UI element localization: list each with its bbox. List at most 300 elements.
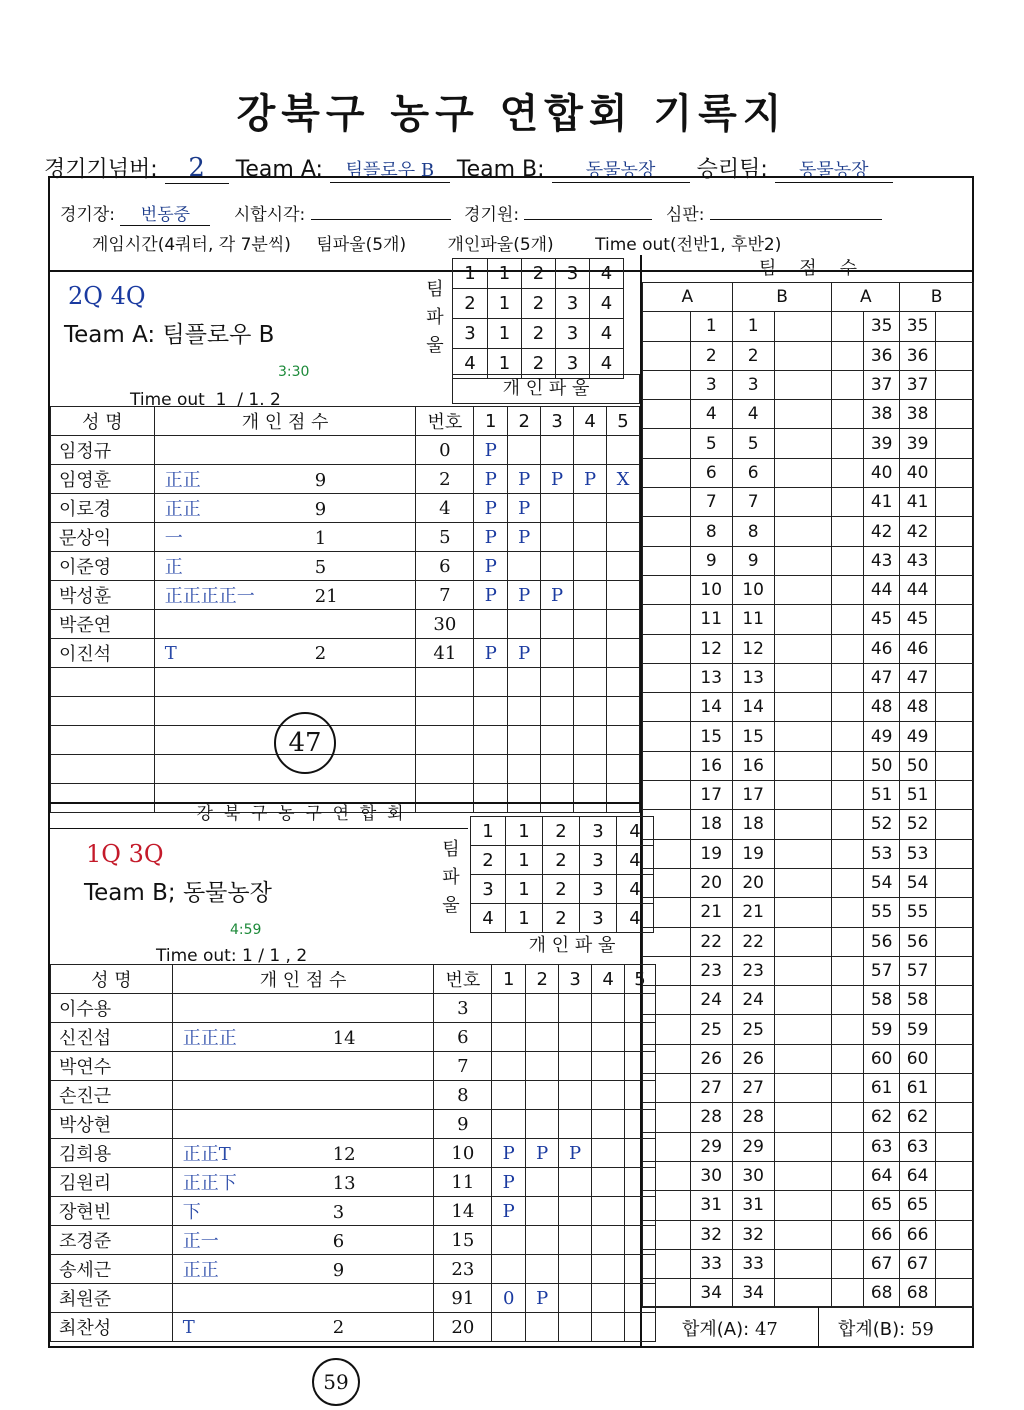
player-name: 조경준: [51, 1226, 173, 1255]
team-foul-cell: 4: [617, 875, 654, 904]
score-cell: [643, 575, 691, 604]
score-cell: [832, 575, 864, 604]
player-number: 15: [434, 1226, 492, 1255]
score-cell: 35: [900, 312, 936, 341]
points-value: 13: [332, 1173, 356, 1194]
score-row: [643, 312, 974, 341]
score-row: [643, 693, 974, 722]
score-cell: [774, 1132, 832, 1161]
team-foul-cell: 2: [522, 289, 556, 319]
personal-foul-cell: [607, 581, 640, 610]
score-cell: 52: [900, 810, 936, 839]
score-row: [643, 1103, 974, 1132]
score-cell: [643, 605, 691, 634]
score-cell: [832, 927, 864, 956]
score-cell: 12: [690, 634, 732, 663]
player-points: [154, 581, 416, 610]
personal-foul-cell: [574, 494, 607, 523]
score-cell: 32: [690, 1220, 732, 1249]
personal-foul-cell: [541, 494, 574, 523]
start-label: 시합시각:: [233, 205, 306, 225]
team-foul-cell: 1: [488, 289, 522, 319]
team-foul-cell: 2: [471, 846, 506, 875]
score-cell: 29: [732, 1132, 774, 1161]
points-value: 6: [332, 1231, 345, 1252]
score-cell: [936, 927, 974, 956]
score-cell: [774, 1279, 832, 1308]
score-row: [643, 575, 974, 604]
score-cell: [936, 868, 974, 897]
score-row: [643, 1220, 974, 1249]
score-cell: 17: [732, 781, 774, 810]
player-points: [172, 1081, 434, 1110]
score-cell: [774, 488, 832, 517]
player-row: [51, 697, 640, 726]
player-name: 최찬성: [51, 1313, 173, 1342]
personal-foul-cell: [526, 1255, 559, 1284]
personal-foul-cell: [492, 1081, 526, 1110]
team-foul-cell: 3: [580, 875, 617, 904]
score-cell: [643, 839, 691, 868]
team-foul-cell: 1: [506, 875, 543, 904]
personal-foul-cell: [559, 1226, 592, 1255]
points-tally: 正正: [164, 470, 201, 491]
score-cell: [774, 400, 832, 429]
player-name: 박준연: [51, 610, 155, 639]
score-cell: 53: [864, 839, 900, 868]
player-name: 임영훈: [51, 465, 155, 494]
personal-foul-cell: P: [526, 1284, 559, 1313]
score-cell: [774, 370, 832, 399]
player-points: [172, 1023, 434, 1052]
player-row: [51, 1226, 656, 1255]
personal-foul-cell: [574, 726, 607, 755]
team-foul-row: [471, 904, 654, 933]
personal-foul-cell: [574, 610, 607, 639]
score-cell: 67: [864, 1249, 900, 1278]
personal-foul-cell: P: [508, 523, 541, 552]
score-cell: [936, 1161, 974, 1190]
personal-foul-cell: [592, 1168, 625, 1197]
score-cell: 36: [864, 341, 900, 370]
score-cell: [936, 986, 974, 1015]
personal-foul-cell: [574, 755, 607, 784]
player-number: [416, 755, 474, 784]
score-cell: 48: [900, 693, 936, 722]
score-cell: 25: [732, 1015, 774, 1044]
personal-foul-cell: [474, 668, 508, 697]
start-value: [311, 219, 451, 220]
score-cell: [832, 1015, 864, 1044]
score-table: [642, 282, 974, 1308]
points-value: 5: [314, 557, 327, 578]
rule-timeout: Time out(전반1, 후반2): [595, 235, 782, 255]
score-title: 팀 점 수: [642, 256, 974, 283]
player-points: [154, 494, 416, 523]
score-cell: 29: [690, 1132, 732, 1161]
score-cell: [643, 1015, 691, 1044]
score-cell: 57: [864, 956, 900, 985]
score-cell: 3: [690, 370, 732, 399]
personal-foul-cell: [559, 1110, 592, 1139]
score-cell: [774, 898, 832, 927]
score-cell: 32: [732, 1220, 774, 1249]
personal-foul-cell: [607, 639, 640, 668]
personal-foul-cell: P: [508, 639, 541, 668]
player-name: [51, 755, 155, 784]
score-cell: 6: [732, 458, 774, 487]
player-points: [172, 1110, 434, 1139]
player-number: 5: [416, 523, 474, 552]
personal-foul-cell: [526, 994, 559, 1023]
personal-foul-cell: [508, 697, 541, 726]
team-a-total-circle: 47: [274, 712, 336, 774]
personal-foul-cell: [607, 697, 640, 726]
score-row: [643, 1161, 974, 1190]
score-cell: 14: [732, 693, 774, 722]
score-cell: [774, 517, 832, 546]
personal-foul-cell: [592, 1139, 625, 1168]
personal-foul-cell: P: [559, 1139, 592, 1168]
personal-foul-cell: [607, 610, 640, 639]
score-row: [643, 1249, 974, 1278]
personal-foul-cell: [474, 610, 508, 639]
team-foul-cell: 1: [506, 846, 543, 875]
score-cell: 34: [690, 1279, 732, 1308]
score-cell: 45: [864, 605, 900, 634]
total-divider: [818, 1307, 819, 1347]
col-foul-5: 5: [625, 965, 656, 994]
score-cell: [774, 956, 832, 985]
points-tally: 正正正: [182, 1028, 237, 1049]
personal-foul-cell: [574, 784, 607, 813]
score-cell: 39: [864, 429, 900, 458]
score-cell: 55: [900, 898, 936, 927]
total-b-value: 59: [910, 1319, 934, 1340]
score-cell: [832, 1220, 864, 1249]
personal-foul-cell: [526, 1197, 559, 1226]
personal-foul-cell: [607, 668, 640, 697]
score-cell: [643, 986, 691, 1015]
score-cell: [774, 751, 832, 780]
personal-foul-cell: [492, 1110, 526, 1139]
score-row: [643, 517, 974, 546]
team-foul-cell: 4: [617, 817, 654, 846]
score-cell: [643, 370, 691, 399]
personal-foul-cell: P: [526, 1139, 559, 1168]
score-cell: [936, 1015, 974, 1044]
player-points: [172, 1226, 434, 1255]
score-cell: [832, 429, 864, 458]
score-cell: 40: [864, 458, 900, 487]
score-cell: 49: [864, 722, 900, 751]
personal-foul-cell: [541, 726, 574, 755]
score-cell: [774, 1044, 832, 1073]
score-cell: [936, 810, 974, 839]
personal-foul-cell: [574, 436, 607, 465]
score-cell: 46: [864, 634, 900, 663]
team-b-timeout-note: 4:59: [230, 922, 262, 938]
score-cell: [774, 429, 832, 458]
score-cell: [936, 488, 974, 517]
score-cell: [643, 693, 691, 722]
score-cell: 38: [864, 400, 900, 429]
score-cell: [643, 546, 691, 575]
score-cell: 33: [732, 1249, 774, 1278]
personal-foul-cell: X: [607, 465, 640, 494]
personal-foul-cell: [526, 1313, 559, 1342]
points-tally: 下: [182, 1202, 201, 1223]
col-name: 성 명: [51, 407, 155, 436]
personal-foul-cell: [492, 1313, 526, 1342]
score-row: [643, 605, 974, 634]
score-cell: [643, 751, 691, 780]
team-a-personal-foul-label: 개 인 파 울: [452, 374, 640, 404]
score-cell: [936, 370, 974, 399]
player-name: 김희용: [51, 1139, 173, 1168]
player-points: [172, 1168, 434, 1197]
personal-foul-cell: P: [474, 639, 508, 668]
personal-foul-cell: [559, 1052, 592, 1081]
personal-foul-cell: [592, 1197, 625, 1226]
score-cell: 11: [732, 605, 774, 634]
col-points: 개 인 점 수: [172, 965, 434, 994]
score-cell: 34: [732, 1279, 774, 1308]
score-cell: 16: [690, 751, 732, 780]
score-cell: [643, 1191, 691, 1220]
personal-foul-cell: [541, 639, 574, 668]
score-cell: 43: [864, 546, 900, 575]
player-name: 이수용: [51, 994, 173, 1023]
score-cell: [643, 927, 691, 956]
score-cell: [832, 341, 864, 370]
col-name: 성 명: [51, 965, 173, 994]
winner-label: 승리팀:: [696, 157, 768, 182]
score-cell: 40: [900, 458, 936, 487]
team-foul-cell: 2: [543, 904, 580, 933]
personal-foul-cell: [541, 523, 574, 552]
score-cell: 30: [732, 1161, 774, 1190]
player-row: [51, 1168, 656, 1197]
score-cell: [936, 722, 974, 751]
team-a-quarters: 2Q 4Q: [68, 282, 146, 310]
col-foul-2: 2: [526, 965, 559, 994]
personal-foul-cell: [526, 1226, 559, 1255]
team-foul-cell: 3: [580, 846, 617, 875]
personal-foul-cell: [559, 1168, 592, 1197]
score-cell: [643, 634, 691, 663]
player-name: 이로경: [51, 494, 155, 523]
col-foul-1: 1: [474, 407, 508, 436]
score-cell: [936, 663, 974, 692]
team-b-personal-foul-label: 개 인 파 울: [528, 935, 616, 956]
info-row: [60, 200, 882, 226]
score-cell: 56: [900, 927, 936, 956]
score-cell: 22: [732, 927, 774, 956]
total-a-label: 합계(A):: [682, 1319, 750, 1340]
player-points: [154, 523, 416, 552]
score-cell: [643, 1279, 691, 1308]
rule-time: 게임시간(4쿼터, 각 7분씩): [92, 235, 291, 255]
player-number: 10: [434, 1139, 492, 1168]
score-cell: [936, 605, 974, 634]
team-a-label: Team A: 팀플로우 B: [64, 322, 275, 348]
score-cell: [774, 927, 832, 956]
personal-foul-cell: 0: [492, 1284, 526, 1313]
player-name: 신진섭: [51, 1023, 173, 1052]
score-row: [643, 370, 974, 399]
team-foul-cell: 1: [488, 259, 522, 289]
team-b-value: 동물농장: [552, 156, 690, 183]
points-tally: 正: [164, 557, 183, 578]
score-cell: [643, 898, 691, 927]
score-cell: 19: [690, 839, 732, 868]
score-cell: [832, 722, 864, 751]
player-number: 3: [434, 994, 492, 1023]
score-cell: [774, 810, 832, 839]
points-value: 3: [332, 1202, 345, 1223]
team-foul-index: 4: [453, 349, 488, 379]
team-foul-row: [471, 846, 654, 875]
score-cell: 4: [690, 400, 732, 429]
team-a-timeout-note: 3:30: [278, 364, 310, 380]
score-cell: [936, 634, 974, 663]
score-cell: [774, 341, 832, 370]
personal-foul-cell: [508, 436, 541, 465]
personal-foul-cell: P: [508, 465, 541, 494]
score-cell: [936, 546, 974, 575]
score-cell: 46: [900, 634, 936, 663]
score-cell: 5: [732, 429, 774, 458]
total-a-value: 47: [754, 1319, 778, 1340]
personal-foul-cell: [508, 552, 541, 581]
score-cell: [643, 663, 691, 692]
personal-foul-cell: [559, 994, 592, 1023]
personal-foul-cell: [541, 552, 574, 581]
player-number: 14: [434, 1197, 492, 1226]
score-cell: 54: [900, 868, 936, 897]
personal-foul-cell: [592, 994, 625, 1023]
team-foul-cell: 4: [590, 319, 624, 349]
score-row: [643, 458, 974, 487]
official-label: 경기원:: [464, 205, 520, 225]
player-number: [416, 668, 474, 697]
score-cell: [643, 1044, 691, 1073]
score-row: [643, 898, 974, 927]
personal-foul-cell: [508, 668, 541, 697]
score-cell: 66: [900, 1220, 936, 1249]
team-foul-cell: 1: [506, 904, 543, 933]
player-points: [172, 1284, 434, 1313]
score-cell: [774, 605, 832, 634]
score-cell: [774, 634, 832, 663]
score-cell: [936, 1103, 974, 1132]
team-foul-cell: 4: [590, 289, 624, 319]
player-row: [51, 639, 640, 668]
personal-foul-cell: [574, 639, 607, 668]
score-cell: [643, 400, 691, 429]
score-cell: 23: [732, 956, 774, 985]
score-row: [643, 810, 974, 839]
score-cell: 48: [864, 693, 900, 722]
score-cell: [936, 1191, 974, 1220]
points-tally: 正一: [182, 1231, 219, 1252]
personal-foul-cell: [574, 668, 607, 697]
score-cell: [936, 1279, 974, 1308]
score-cell: 47: [864, 663, 900, 692]
team-b-team-foul-grid: [470, 816, 654, 933]
personal-foul-cell: P: [508, 581, 541, 610]
player-name: [51, 668, 155, 697]
team-foul-cell: 3: [471, 875, 506, 904]
player-points: [172, 1139, 434, 1168]
player-row: [51, 1081, 656, 1110]
personal-foul-cell: [574, 552, 607, 581]
player-name: 최원준: [51, 1284, 173, 1313]
score-cell: 25: [690, 1015, 732, 1044]
score-cell: 31: [732, 1191, 774, 1220]
score-row: [643, 781, 974, 810]
score-row: [643, 1279, 974, 1308]
team-foul-row: [453, 319, 624, 349]
score-col-b: B: [732, 283, 832, 312]
player-number: 6: [434, 1023, 492, 1052]
personal-foul-cell: [526, 1168, 559, 1197]
player-row: [51, 552, 640, 581]
player-number: [416, 697, 474, 726]
team-a-label: Team A:: [235, 157, 323, 182]
personal-foul-cell: P: [508, 494, 541, 523]
personal-foul-cell: [607, 784, 640, 813]
score-cell: [936, 517, 974, 546]
team-foul-cell: 2: [522, 259, 556, 289]
team-foul-cell: 4: [617, 846, 654, 875]
player-name: 손진근: [51, 1081, 173, 1110]
score-cell: 10: [690, 575, 732, 604]
score-cell: 16: [732, 751, 774, 780]
col-foul-5: 5: [607, 407, 640, 436]
score-cell: 60: [864, 1044, 900, 1073]
score-cell: [643, 458, 691, 487]
score-cell: 21: [690, 898, 732, 927]
score-cell: [832, 986, 864, 1015]
score-cell: [832, 1161, 864, 1190]
team-foul-cell: 1: [488, 349, 522, 379]
team-b-quarters: 1Q 3Q: [86, 840, 164, 868]
player-name: 임정규: [51, 436, 155, 465]
score-cell: 13: [732, 663, 774, 692]
score-cell: 55: [864, 898, 900, 927]
team-b-player-table: [50, 964, 656, 1342]
player-row: [51, 610, 640, 639]
score-cell: [936, 429, 974, 458]
team-foul-cell: 3: [556, 319, 590, 349]
score-cell: [774, 1220, 832, 1249]
score-cell: [643, 1103, 691, 1132]
band-bottom: [48, 828, 468, 829]
personal-foul-cell: [574, 523, 607, 552]
player-row: [51, 1139, 656, 1168]
personal-foul-cell: [607, 436, 640, 465]
score-cell: 64: [864, 1161, 900, 1190]
score-cell: 49: [900, 722, 936, 751]
score-cell: [774, 575, 832, 604]
team-foul-row: [453, 289, 624, 319]
game-no-label: 경기기넘버:: [44, 157, 158, 182]
score-cell: [643, 1074, 691, 1103]
score-cell: [832, 370, 864, 399]
personal-foul-cell: [607, 552, 640, 581]
